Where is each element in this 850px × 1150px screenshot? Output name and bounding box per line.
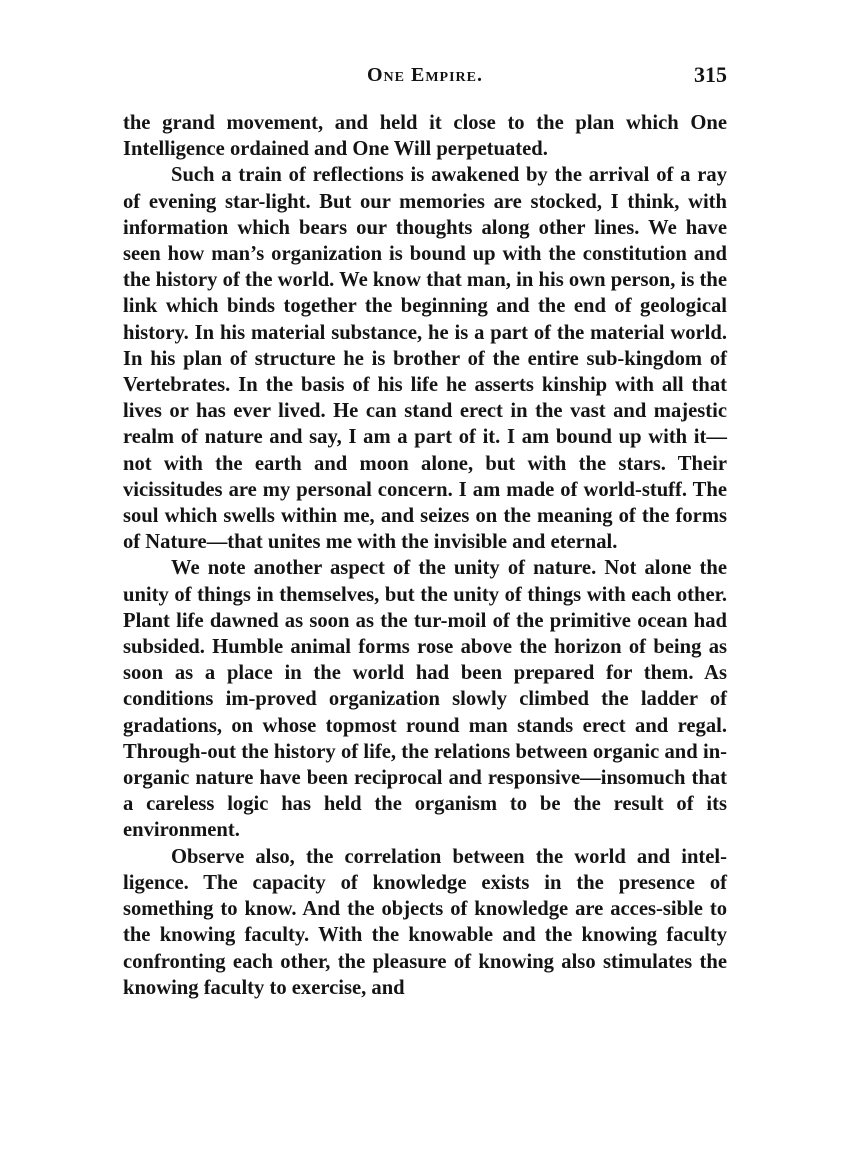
page-number: 315	[694, 62, 727, 87]
paragraph-continued: the grand movement, and held it close to the plan which One Intelligence ordained and One Will perpetuated.	[123, 112, 727, 161]
paragraph: We note another aspect of the unity of nature. Not alone the unity of things in themselves, but the unity of things with each other. Plant life dawned as soon as the tur-moil of the primitive ocean had subsided. Humble animal forms rose above the horizon of being as soon as a place in the world had been prepared for them. As conditions im-proved organization slowly climbed the ladder of gradations, on whose topmost round man stands erect and regal. Through-out the history of life, the relations between organic and in-organic nature have been reciprocal and responsive—insomuch that a careless logic has held the organism to be the result of its environment.	[123, 557, 727, 842]
body-text	[123, 110, 727, 1001]
running-title: One Empire.	[366, 64, 483, 86]
paragraph: Such a train of reflections is awakened by the arrival of a ray of evening star-light. But our memories are stocked, I think, with information which bears our thoughts along other lines. We have seen how man’s organization is bound up with the constitution and the history of the world. We know that man, in his own person, is the link which binds together the beginning and the end of geological history. In his material substance, he is a part of the material world. In his plan of structure he is brother of the entire sub-kingdom of Vertebrates. In the basis of his life he asserts kinship with all that lives or has ever lived. He can stand erect in the vast and majestic realm of nature and say, I am a part of it. I am bound up with it—not with the earth and moon alone, but with the stars. Their vicissitudes are my personal concern. I am made of world-stuff. The soul which swells within me, and seizes on the meaning of the forms of Nature—that unites me with the invisible and eternal.	[123, 164, 727, 554]
running-head	[123, 62, 727, 92]
paragraph: Observe also, the correlation between the world and intel-ligence. The capacity of knowledge exists in the presence of something to know. And the objects of knowledge are acces-sible to the knowing faculty. With the knowable and the knowing faculty confronting each other, the pleasure of knowing also stimulates the knowing faculty to exercise, and	[123, 845, 727, 999]
